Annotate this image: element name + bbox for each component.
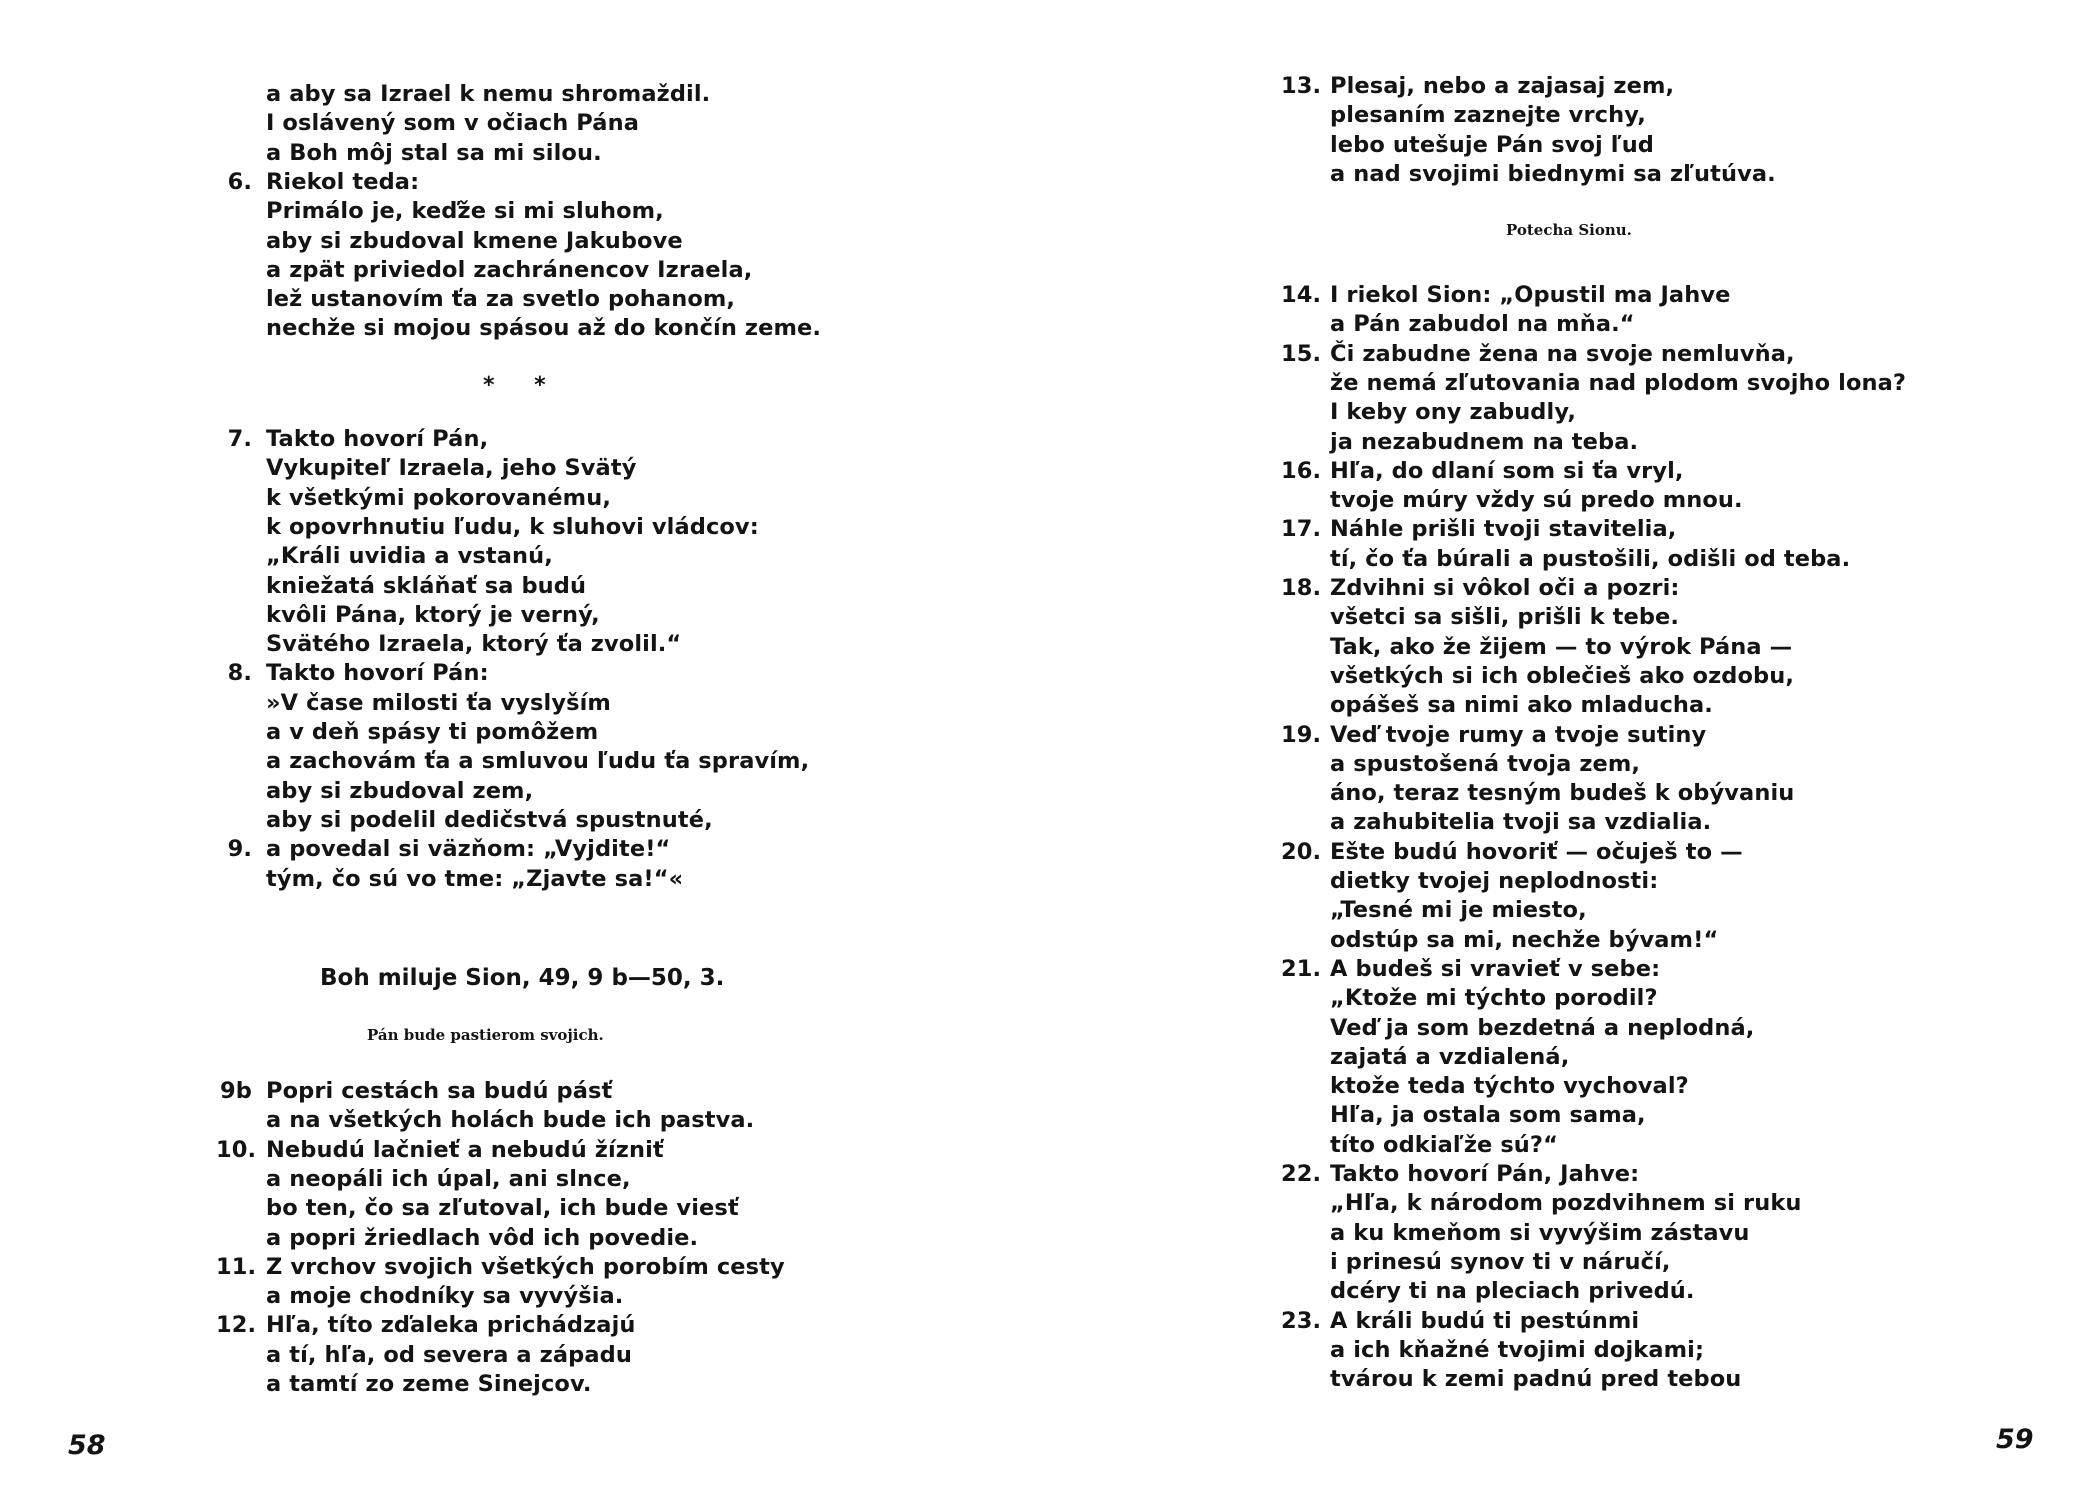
verse-text: „Tesné mi je miesto,: [1330, 897, 1587, 924]
section-stars: * *: [483, 373, 562, 398]
section-subheading: Potecha Sionu.: [1506, 221, 1632, 239]
verse-number: 10.: [216, 1136, 257, 1163]
section-subheading: Pán bude pastierom svojich.: [367, 1026, 604, 1044]
verse-line: [1330, 867, 1658, 896]
verse-text: Hľa, ja ostala som sama,: [1330, 1102, 1646, 1129]
verse-line: [220, 1077, 613, 1106]
verse-number: 23.: [1281, 1307, 1322, 1334]
verse-line: [266, 513, 759, 542]
verse-line: [1281, 1307, 1640, 1336]
verse-text: a neopáli ich úpal, ani slnce,: [266, 1165, 631, 1192]
page-number: 58: [68, 1430, 106, 1461]
verse-line: [1330, 1336, 1704, 1365]
verse-text: zajatá a vzdialená,: [1330, 1043, 1570, 1070]
verse-number: 11.: [216, 1253, 257, 1280]
verse-text: tým, čo sú vo tme: „Zjavte sa!“«: [266, 865, 684, 892]
verse-text: a spustošená tvoja zem,: [1330, 750, 1641, 777]
verse-line: [1330, 486, 1743, 515]
verse-line: [1330, 310, 1635, 339]
verse-line: [1330, 1043, 1569, 1072]
verse-line: [266, 689, 611, 718]
verse-text: Nebudú lačnieť a nebudú žízniť: [266, 1136, 664, 1163]
verse-text: plesaním zaznejte vrchy,: [1330, 102, 1646, 129]
verse-number: 7.: [227, 426, 252, 452]
verse-text: ktože teda týchto vychoval?: [1330, 1073, 1689, 1100]
verse-line: [1281, 1160, 1640, 1189]
verse-text: a ku kmeňom si vyvýšim zástavu: [1330, 1219, 1750, 1246]
verse-line: [1330, 896, 1587, 925]
verse-line: [1330, 603, 1679, 632]
verse-text: dcéry ti na pleciach privedú.: [1330, 1278, 1695, 1305]
verse-line: [1330, 428, 1638, 457]
verse-text: k opovrhnutiu ľudu, k sluhovi vládcov:: [266, 513, 759, 540]
verse-line: [216, 1136, 664, 1165]
verse-text: Z vrchov svojich všetkých porobím cesty: [266, 1253, 785, 1280]
verse-line: [1330, 808, 1711, 837]
verse-text: lebo utešuje Pán svoj ľud: [1330, 131, 1655, 158]
verse-number: 15.: [1281, 340, 1322, 367]
verse-number: 16.: [1281, 457, 1322, 484]
verse-text: lež ustanovím ťa za svetlo pohanom,: [266, 286, 736, 313]
section-heading: Boh miluje Sion, 49, 9 b—50, 3.: [320, 965, 725, 991]
verse-text: všetci sa sišli, prišli k tebe.: [1330, 604, 1680, 631]
verse-text: Hľa, do dlaní som si ťa vryl,: [1330, 457, 1684, 484]
verse-text: „Králi uvidia a vstanú,: [266, 543, 553, 570]
verse-number: 21.: [1281, 955, 1322, 982]
verse-line: [1330, 779, 1794, 808]
verse-text: k všetkými pokorovanému,: [266, 484, 611, 511]
verse-line: [227, 659, 489, 688]
verse-line: [266, 777, 533, 806]
verse-text: tí, čo ťa búrali a pustošili, odišli od teba.: [1330, 545, 1851, 572]
verse-text: Veď tvoje rumy a tvoje sutiny: [1330, 721, 1707, 748]
verse-line: [266, 630, 681, 659]
verse-line: [1330, 101, 1646, 130]
verse-text: a ich kňažné tvojimi dojkami;: [1330, 1336, 1705, 1363]
verse-line: [1281, 72, 1675, 101]
verse-line: [266, 227, 683, 256]
verse-line: [266, 865, 683, 894]
verse-text: dietky tvojej neplodnosti:: [1330, 868, 1659, 894]
verse-line: [1330, 1248, 1671, 1277]
verse-line: [266, 806, 713, 835]
verse-text: a nad svojimi biednymi sa zľutúva.: [1330, 160, 1776, 187]
verse-line: [266, 542, 553, 571]
verse-line: [1330, 662, 1794, 691]
verse-line: [1330, 1365, 1741, 1394]
verse-text: a na všetkých holách bude ich pastva.: [266, 1107, 755, 1134]
verse-line: [1281, 574, 1680, 603]
verse-text: Zdvihni si vôkol oči a pozri:: [1330, 575, 1680, 601]
verse-line: [1281, 457, 1684, 486]
verse-line: [1330, 926, 1718, 955]
verse-line: [266, 1194, 739, 1223]
verse-line: [266, 1165, 631, 1194]
verse-text: Či zabudne žena na svoje nemluvňa,: [1330, 340, 1795, 367]
verse-text: a tamtí zo zeme Sinejcov.: [266, 1371, 592, 1397]
verse-number: 20.: [1281, 838, 1322, 865]
verse-text: A budeš si vravieť v sebe:: [1330, 955, 1661, 982]
verse-line: [216, 1253, 785, 1282]
verse-number: 14.: [1281, 282, 1322, 308]
verse-line: [266, 1282, 623, 1311]
verse-text: Takto hovorí Pán:: [266, 660, 489, 687]
verse-text: Popri cestách sa budú pásť: [266, 1078, 613, 1104]
verse-line: [266, 454, 636, 483]
verse-line: [227, 835, 671, 864]
verse-text: Riekol teda:: [266, 168, 420, 195]
verse-text: a Boh môj stal sa mi silou.: [266, 139, 602, 166]
verse-line: [1281, 515, 1677, 544]
verse-line: [1330, 1131, 1558, 1160]
verse-line: [266, 718, 598, 747]
verse-line: [266, 747, 809, 776]
verse-text: a tí, hľa, od severa a západu: [266, 1341, 632, 1368]
verse-line: [266, 572, 586, 601]
verse-text: a zahubitelia tvoji sa vzdialia.: [1330, 809, 1712, 836]
verse-line: [266, 139, 602, 168]
verse-text: kvôli Pána, ktorý je verný,: [266, 601, 600, 628]
verse-text: Takto hovorí Pán, Jahve:: [1330, 1161, 1640, 1187]
verse-line: [1281, 340, 1795, 369]
verse-text: ja nezabudnem na teba.: [1330, 428, 1639, 455]
verse-text: a zachovám ťa a smluvou ľudu ťa spravím,: [266, 748, 810, 775]
verse-text: Primálo je, keďže si mi sluhom,: [266, 198, 664, 225]
verse-text: a zpät priviedol zachránencov Izraela,: [266, 256, 753, 283]
verse-text: I oslávený som v očiach Pána: [266, 110, 639, 137]
verse-line: [266, 109, 639, 138]
verse-number: 9b: [220, 1078, 252, 1104]
verse-line: [266, 80, 710, 109]
verse-line: [1281, 955, 1661, 984]
verse-line: [1330, 750, 1640, 779]
verse-text: opášeš sa nimi ako mladucha.: [1330, 692, 1713, 719]
verse-line: [1330, 1277, 1695, 1306]
verse-text: Plesaj, nebo a zajasaj zem,: [1330, 73, 1675, 99]
verse-line: [1281, 281, 1731, 310]
verse-text: a v deň spásy ti pomôžem: [266, 719, 599, 745]
verse-line: [266, 1341, 632, 1370]
verse-line: [1281, 721, 1707, 750]
verse-line: [266, 601, 600, 630]
verse-line: [266, 1224, 698, 1253]
verse-text: Vykupiteľ Izraela, jeho Svätý: [266, 455, 637, 482]
verse-text: títo odkiaľže sú?“: [1330, 1131, 1558, 1158]
verse-text: Takto hovorí Pán,: [266, 426, 489, 452]
verse-text: Náhle prišli tvoji stavitelia,: [1330, 516, 1677, 543]
verse-number: 9.: [227, 836, 252, 863]
verse-text: že nemá zľutovania nad plodom svojho lona?: [1330, 369, 1907, 396]
verse-text: a popri žriedlach vôd ich povedie.: [266, 1224, 699, 1251]
verse-number: 8.: [227, 660, 252, 687]
verse-text: „Hľa, k národom pozdvihnem si ruku: [1330, 1190, 1802, 1217]
verse-number: 6.: [227, 168, 252, 195]
verse-text: nechže si mojou spásou až do končín zeme.: [266, 315, 822, 342]
verse-number: 17.: [1281, 516, 1322, 543]
right-page: [1043, 0, 2086, 1500]
verse-text: odstúp sa mi, nechže bývam!“: [1330, 926, 1719, 953]
verse-text: »V čase milosti ťa vyslyším: [266, 689, 611, 716]
verse-text: Svätého Izraela, ktorý ťa zvolil.“: [266, 631, 682, 658]
verse-number: 22.: [1281, 1161, 1322, 1187]
verse-line: [1330, 1219, 1750, 1248]
verse-text: Veď ja som bezdetná a neplodná,: [1330, 1014, 1755, 1041]
verse-text: „Ktože mi týchto porodil?: [1330, 985, 1658, 1012]
verse-text: a moje chodníky sa vyvýšia.: [266, 1283, 624, 1310]
verse-line: [266, 314, 821, 343]
verse-line: [1330, 160, 1776, 189]
verse-text: I riekol Sion: „Opustil ma Jahve: [1330, 282, 1731, 308]
verse-line: [227, 168, 420, 197]
verse-text: a aby sa Izrael k nemu shromaždil.: [266, 81, 711, 107]
verse-text: bo ten, čo sa zľutoval, ich bude viesť: [266, 1195, 739, 1222]
verse-line: [1281, 838, 1743, 867]
verse-number: 13.: [1281, 73, 1322, 99]
page-number: 59: [1996, 1424, 2034, 1455]
verse-line: [1330, 984, 1658, 1013]
verse-text: A králi budú ti pestúnmi: [1330, 1307, 1640, 1334]
verse-line: [1330, 1101, 1646, 1130]
verse-line: [1330, 1189, 1802, 1218]
verse-text: a Pán zabudol na mňa.“: [1330, 311, 1635, 338]
verse-text: aby si zbudoval zem,: [266, 777, 534, 804]
verse-text: Tak, ako že žijem — to výrok Pána —: [1330, 633, 1793, 660]
verse-text: a povedal si väzňom: „Vyjdite!“: [266, 836, 671, 863]
verse-line: [1330, 545, 1850, 574]
verse-line: [1330, 691, 1713, 720]
verse-text: Hľa, títo zďaleka prichádzajú: [266, 1312, 636, 1339]
verse-line: [1330, 369, 1906, 398]
verse-text: I keby ony zabudly,: [1330, 399, 1576, 426]
verse-line: [1330, 131, 1654, 160]
verse-line: [266, 256, 752, 285]
verse-line: [266, 285, 735, 314]
verse-number: 18.: [1281, 575, 1322, 601]
verse-line: [1330, 633, 1792, 662]
verse-line: [266, 484, 611, 513]
verse-number: 12.: [216, 1312, 257, 1339]
verse-text: všetkých si ich oblečieš ako ozdobu,: [1330, 662, 1795, 689]
verse-line: [1330, 1014, 1754, 1043]
verse-line: [266, 1106, 754, 1135]
verse-text: aby si podelil dedičstvá spustnuté,: [266, 806, 713, 833]
verse-line: [1330, 398, 1576, 427]
verse-text: kniežatá skláňať sa budú: [266, 572, 587, 599]
verse-number: 19.: [1281, 721, 1322, 748]
verse-text: aby si zbudoval kmene Jakubove: [266, 227, 683, 254]
verse-text: tvoje múry vždy sú predo mnou.: [1330, 487, 1743, 514]
verse-text: i prinesú synov ti v náručí,: [1330, 1248, 1671, 1275]
verse-line: [216, 1311, 636, 1340]
verse-text: áno, teraz tesným budeš k obývaniu: [1330, 780, 1795, 807]
verse-text: tvárou k zemi padnú pred tebou: [1330, 1366, 1742, 1393]
verse-text: Ešte budú hovoriť — očuješ to —: [1330, 838, 1743, 865]
verse-line: [266, 197, 664, 226]
verse-line: [227, 425, 489, 454]
verse-line: [266, 1370, 592, 1399]
verse-line: [1330, 1072, 1689, 1101]
